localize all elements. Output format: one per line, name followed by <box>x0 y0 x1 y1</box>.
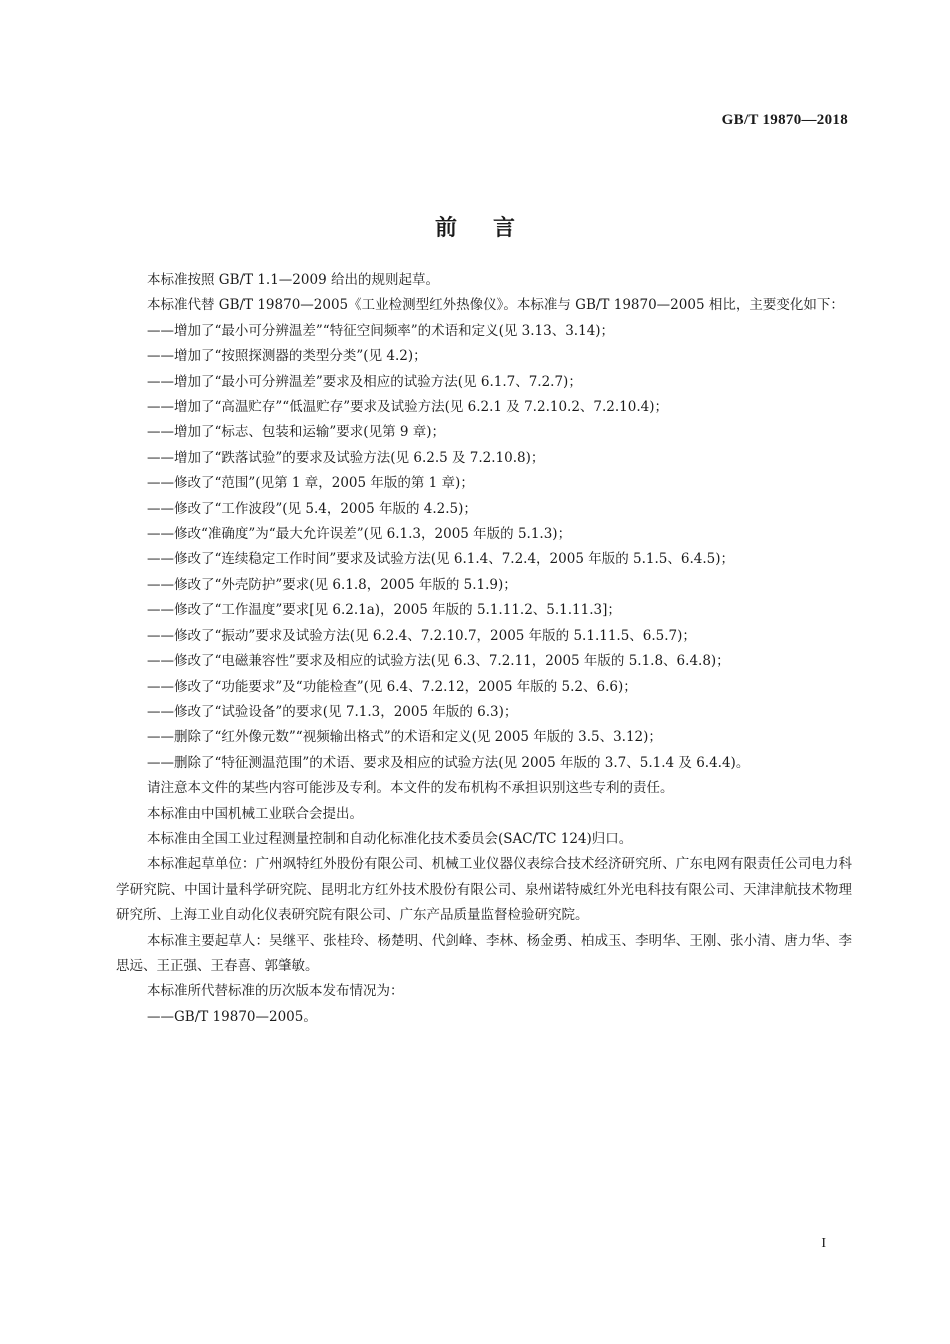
list-item: ——修改“准确度”为“最大允许误差”(见 6.1.3，2005 年版的 5.1.3)； <box>147 526 572 543</box>
document-body <box>116 268 852 1030</box>
list-item: ——增加了“标志、包装和运输”要求(见第 9 章)； <box>147 424 446 441</box>
list-item: ——增加了“按照探测器的类型分类”(见 4.2)； <box>147 348 427 365</box>
paragraph-patent-notice: 请注意本文件的某些内容可能涉及专利。本文件的发布机构不承担识别这些专利的责任。 <box>147 780 674 797</box>
paragraph-committee: 本标准由全国工业过程测量控制和自动化标准化技术委员会(SAC/TC 124)归口。 <box>147 830 633 847</box>
paragraph-proposer: 本标准由中国机械工业联合会提出。 <box>147 805 363 822</box>
standard-code: GB/T 19870—2018 <box>721 112 848 128</box>
list-item: ——修改了“试验设备”的要求(见 7.1.3，2005 年版的 6.3)； <box>147 703 518 720</box>
list-item: ——删除了“红外像元数”“视频输出格式”的术语和定义(见 2005 年版的 3.5、3.12)； <box>147 729 662 746</box>
list-item: ——增加了“高温贮存”“低温贮存”要求及试验方法(见 6.2.1 及 7.2.10.2、7.2.10.4)； <box>147 399 669 416</box>
list-item: ——修改了“电磁兼容性”要求及相应的试验方法(见 6.3、7.2.11，2005 年版的 5.1.8、6.4.8)； <box>147 653 730 670</box>
list-item-history: ——GB/T 19870—2005。 <box>147 1008 317 1025</box>
page-title: 前言 <box>434 214 551 241</box>
list-item: ——增加了“跌落试验”的要求及试验方法(见 6.2.5 及 7.2.10.8)； <box>147 449 545 466</box>
paragraph-drafting-rule: 本标准按照 GB/T 1.1—2009 给出的规则起草。 <box>147 272 439 288</box>
list-item: ——修改了“范围”(见第 1 章，2005 年版的第 1 章)； <box>147 475 474 492</box>
changes-list <box>116 319 852 776</box>
list-item: ——修改了“外壳防护”要求(见 6.1.8，2005 年版的 5.1.9)； <box>147 576 517 593</box>
list-item: ——删除了“特征测温范围”的术语、要求及相应的试验方法(见 2005 年版的 3.7、5.1.4 及 6.4.4)。 <box>147 754 750 771</box>
paragraph-drafting-units: 本标准起草单位：广州飒特红外股份有限公司、机械工业仪器仪表综合技术经济研究所、广东电网有限责任公司电力科学研究院、中国计量科学研究院、昆明北方红外技术股份有限公司、泉州诺特威红外光电科技有限公司、天津津航技术物理研究所、上海工业自动化仪表研究院有限公司、广东产品质量监督检验研究院。 <box>116 856 852 924</box>
paragraph-history-intro: 本标准所代替标准的历次版本发布情况为： <box>147 983 404 1000</box>
page-number: I <box>821 1236 826 1251</box>
list-item: ——增加了“最小可分辨温差”要求及相应的试验方法(见 6.1.7、7.2.7)； <box>147 373 582 390</box>
list-item: ——修改了“功能要求”及“功能检查”(见 6.4、7.2.12，2005 年版的 5.2、6.6)； <box>147 678 637 695</box>
list-item: ——修改了“振动”要求及试验方法(见 6.2.4、7.2.10.7，2005 年版的 5.1.11.5、6.5.7)； <box>147 627 696 644</box>
paragraph-replacement: 本标准代替 GB/T 19870—2005《工业检测型红外热像仪》。本标准与 GB/T 19870—2005 相比，主要变化如下： <box>147 297 844 314</box>
list-item: ——修改了“连续稳定工作时间”要求及试验方法(见 6.1.4、7.2.4，2005 年版的 5.1.5、6.4.5)； <box>147 551 734 568</box>
list-item: ——修改了“工作波段”(见 5.4，2005 年版的 4.2.5)； <box>147 500 477 517</box>
list-item: ——增加了“最小可分辨温差”“特征空间频率”的术语和定义(见 3.13、3.14)； <box>147 322 615 339</box>
paragraph-drafters: 本标准主要起草人：吴继平、张桂玲、杨楚明、代剑峰、李林、杨金勇、柏成玉、李明华、王刚、张小清、唐力华、李思远、王正强、王春喜、郭肇敏。 <box>116 932 852 974</box>
list-item: ——修改了“工作温度”要求[见 6.2.1a)，2005 年版的 5.1.11.2、5.1.11.3]； <box>147 602 621 619</box>
